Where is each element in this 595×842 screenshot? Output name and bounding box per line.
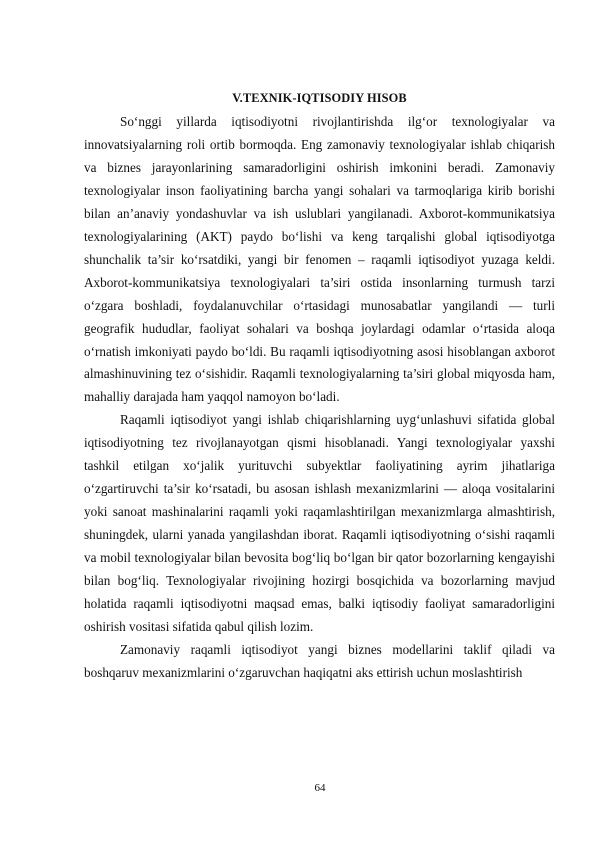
section-title: V.TEXNIK-IQTISODIY HISOB bbox=[232, 91, 407, 105]
body-text bbox=[84, 111, 555, 685]
paragraph-3: Zamonaviy raqamli iqtisodiyot yangi biznes modellarini taklif qiladi va boshqaruv mexanizmlarini o‘zgaruvchan haqiqatni aks ettirish uchun moslashtirish bbox=[84, 641, 555, 680]
paragraph-2: Raqamli iqtisodiyot yangi ishlab chiqarishlarning uyg‘unlashuvi sifatida global iqtisodiyotning tez rivojlanayotgan qismi hisoblanadi. Yangi texnologiyalar yaxshi tashkil etilgan xo‘jalik yurituvchi subyektlar faoliyatining ayrim jihatlariga o‘zgartiruvchi ta’sir ko‘rsatadi, bu asosan ishlash mexanizmlarini — aloqa vositalarini yoki sanoat mashinalarini raqamli yoki raqamlashtirilgan mexanizmlarga almashtirish, shuningdek, ularni yanada yangilashdan iborat. Raqamli iqtisodiyotning o‘sishi raqamli va mobil texnologiyalar bilan bevosita bog‘liq bo‘lgan bir qator bozorlarning kengayishi bilan bog‘liq. Texnologiyalar rivojining hozirgi bosqichida va bozorlarning mavjud holatida raqamli iqtisodiyotni maqsad emas, balki iqtisodiy faoliyat samaradorligini oshirish vositasi sifatida qabul qilish lozim. bbox=[84, 412, 555, 634]
page-number: 64 bbox=[314, 782, 326, 794]
paragraph-1: So‘nggi yillarda iqtisodiyotni rivojlantirishda ilg‘or texnologiyalar va innovatsiyalarning roli ortib bormoqda. Eng zamonaviy texnologiyalar ishlab chiqarish va biznes jarayonlarining samaradorligini oshirish imkonini beradi. Zamonaviy texnologiyalar inson faoliyatining barcha yangi sohalari va tarmoqlariga kirib borishi bilan an’anaviy yondashuvlar va ish uslublari yangilanadi. Axborot-kommunikatsiya texnologiyalarining (AKT) paydo bo‘lishi va keng tarqalishi global iqtisodiyotga shunchalik ta’sir ko‘rsatdiki, yangi bir fenomen – raqamli iqtisodiyot yuzaga keldi. Axborot-kommunikatsiya texnologiyalari ta’siri ostida insonlarning turmush tarzi o‘zgara boshladi, foydalanuvchilar o‘rtasidagi munosabatlar yangilandi — turli geografik hududlar, faoliyat sohalari va boshqa joylardagi odamlar o‘rtasida aloqa o‘rnatish imkoniyati paydo bo‘ldi. Bu raqamli iqtisodiyotning asosi hisoblangan axborot almashinuvining tez o‘sishidir. Raqamli texnologiyalarning ta’siri global miqyosda ham, mahalliy darajada ham yaqqol namoyon bo‘ladi. bbox=[84, 114, 555, 405]
